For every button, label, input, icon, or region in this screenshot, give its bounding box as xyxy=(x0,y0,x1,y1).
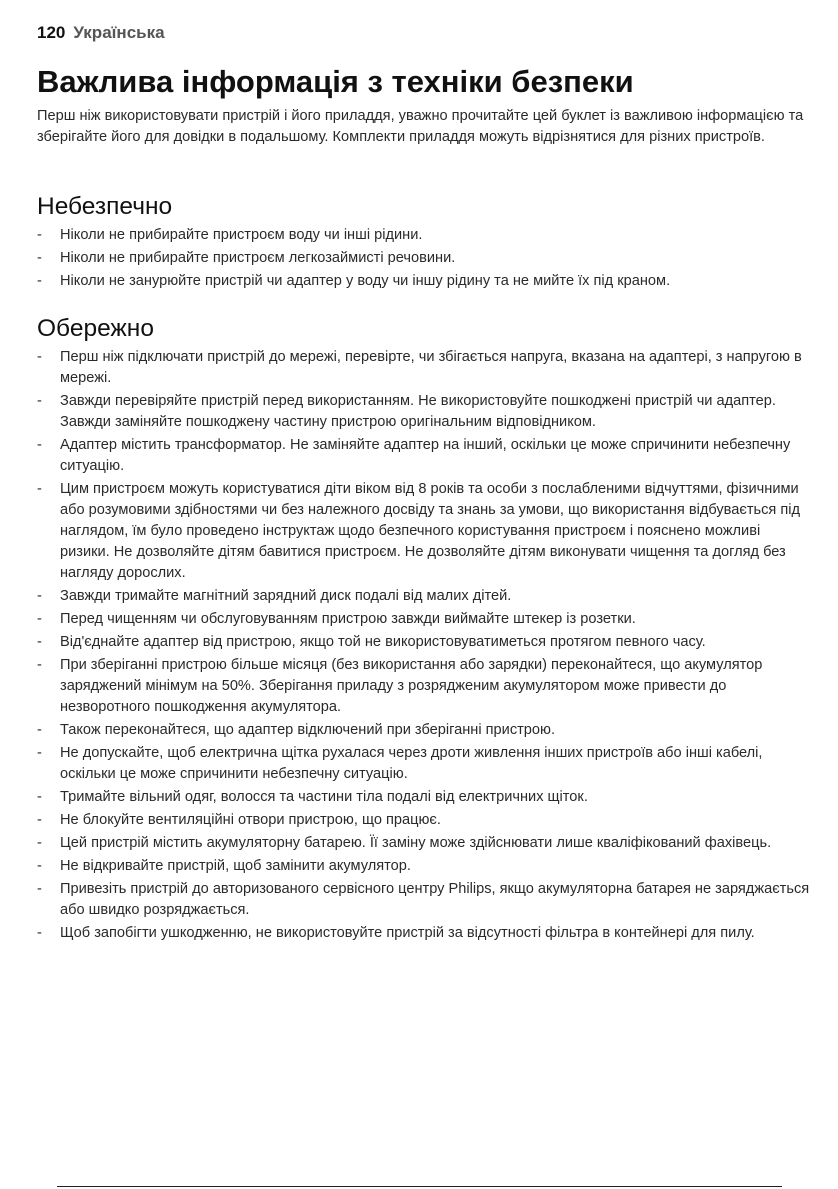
caution-list-item xyxy=(37,833,812,854)
caution-item-text: Перед чищенням чи обслуговуванням пристрою завжди виймайте штекер із розетки. xyxy=(60,611,636,627)
caution-list-item xyxy=(37,743,812,785)
bullet-dash: - xyxy=(37,881,42,897)
danger-item-text: Ніколи не прибирайте пристроєм воду чи інші рідини. xyxy=(60,227,423,243)
caution-item-text: При зберіганні пристрою більше місяця (без використання або зарядки) переконайтеся, що акумулятор заряджений мінімум на 50%. Зберігання приладу з розрядженим акумулятором може привести до незворотного пошкодження акумулятора. xyxy=(60,657,763,715)
bullet-dash: - xyxy=(37,835,42,851)
bullet-dash: - xyxy=(37,393,42,409)
bullet-dash: - xyxy=(37,789,42,805)
caution-item-text: Цим пристроєм можуть користуватися діти віком від 8 років та особи з послабленими відчуттями, фізичними або розумовими здібностями чи без належного досвіду та знань за умови, що використання відбувається під наглядом, їм було проведено інструктаж щодо безпечного користування пристроєм і пояснено можливі ризики. Не дозволяйте дітям бавитися пристроєм. Не дозволяйте дітям виконувати чищення та догляд без нагляду дорослих. xyxy=(60,481,801,581)
caution-item-text: Також переконайтеся, що адаптер відключений при зберіганні пристрою. xyxy=(60,722,556,738)
page-number: 120 xyxy=(37,23,66,42)
caution-item-text: Від'єднайте адаптер від пристрою, якщо той не використовуватиметься протягом певного часу. xyxy=(60,634,706,650)
bullet-dash: - xyxy=(37,588,42,604)
caution-list-item xyxy=(37,479,812,584)
caution-item-text: Не відкривайте пристрій, щоб замінити акумулятор. xyxy=(60,858,411,874)
caution-item-text: Привезіть пристрій до авторизованого сервісного центру Philips, якщо акумуляторна батарея не заряджається або швидко розряджається. xyxy=(60,881,810,918)
caution-list-item xyxy=(37,632,812,653)
caution-heading: Обережно xyxy=(37,315,154,342)
intro-paragraph: Перш ніж використовувати пристрій і його приладдя, уважно прочитайте цей буклет із важливою інформацією та зберігайте його для довідки в подальшому. Комплекти приладдя можуть відрізнятися для різних пристроїв. xyxy=(37,108,804,145)
bullet-dash: - xyxy=(37,227,42,243)
bullet-dash: - xyxy=(37,657,42,673)
bullet-dash: - xyxy=(37,812,42,828)
caution-item-text: Тримайте вільний одяг, волосся та частини тіла подалі від електричних щіток. xyxy=(60,789,588,805)
bullet-dash: - xyxy=(37,925,42,941)
danger-heading: Небезпечно xyxy=(37,193,173,220)
language-label: Українська xyxy=(73,23,165,42)
caution-item-text: Завжди тримайте магнітний зарядний диск подалі від малих дітей. xyxy=(60,588,512,604)
caution-item-text: Щоб запобігти ушкодженню, не використовуйте пристрій за відсутності фільтра в контейнері для пилу. xyxy=(60,925,755,941)
caution-list-item xyxy=(37,655,812,718)
caution-list-item xyxy=(37,787,812,808)
caution-list-item xyxy=(37,810,812,831)
bullet-dash: - xyxy=(37,250,42,266)
caution-list-item xyxy=(37,856,812,877)
danger-list-item xyxy=(37,271,812,292)
caution-list-item xyxy=(37,347,812,389)
bullet-dash: - xyxy=(37,634,42,650)
bullet-dash: - xyxy=(37,349,42,365)
caution-list-item xyxy=(37,923,812,944)
danger-item-text: Ніколи не прибирайте пристроєм легкозаймисті речовини. xyxy=(60,250,456,266)
bullet-dash: - xyxy=(37,437,42,453)
caution-item-text: Адаптер містить трансформатор. Не заміняйте адаптер на інший, оскільки це може спричинити небезпечну ситуацію. xyxy=(60,437,791,474)
danger-item-text: Ніколи не занурюйте пристрій чи адаптер у воду чи іншу рідину та не мийте їх під краном. xyxy=(60,273,671,289)
footer-divider xyxy=(57,1186,782,1187)
caution-list-item xyxy=(37,609,812,630)
caution-list xyxy=(37,347,812,946)
caution-list-item xyxy=(37,720,812,741)
page-title: Важлива інформація з техніки безпеки xyxy=(37,64,634,99)
bullet-dash: - xyxy=(37,858,42,874)
caution-list-item xyxy=(37,586,812,607)
danger-list xyxy=(37,225,812,294)
bullet-dash: - xyxy=(37,745,42,761)
caution-list-item xyxy=(37,879,812,921)
caution-item-text: Перш ніж підключати пристрій до мережі, перевірте, чи збігається напруга, вказана на адаптері, з напругою в мережі. xyxy=(60,349,802,386)
caution-list-item xyxy=(37,391,812,433)
caution-item-text: Не допускайте, щоб електрична щітка рухалася через дроти живлення інших пристроїв або інші кабелі, оскільки це може спричинити небезпечну ситуацію. xyxy=(60,745,763,782)
caution-item-text: Цей пристрій містить акумуляторну батарею. Її заміну може здійснювати лише кваліфікований фахівець. xyxy=(60,835,772,851)
bullet-dash: - xyxy=(37,481,42,497)
bullet-dash: - xyxy=(37,611,42,627)
danger-list-item xyxy=(37,225,812,246)
caution-item-text: Завжди перевіряйте пристрій перед використанням. Не використовуйте пошкоджені пристрій чи адаптер. Завжди заміняйте пошкоджену частину пристрою оригінальним відповідником. xyxy=(60,393,776,430)
danger-list-item xyxy=(37,248,812,269)
bullet-dash: - xyxy=(37,722,42,738)
caution-item-text: Не блокуйте вентиляційні отвори пристрою, що працює. xyxy=(60,812,441,828)
running-header xyxy=(37,22,165,44)
bullet-dash: - xyxy=(37,273,42,289)
caution-list-item xyxy=(37,435,812,477)
